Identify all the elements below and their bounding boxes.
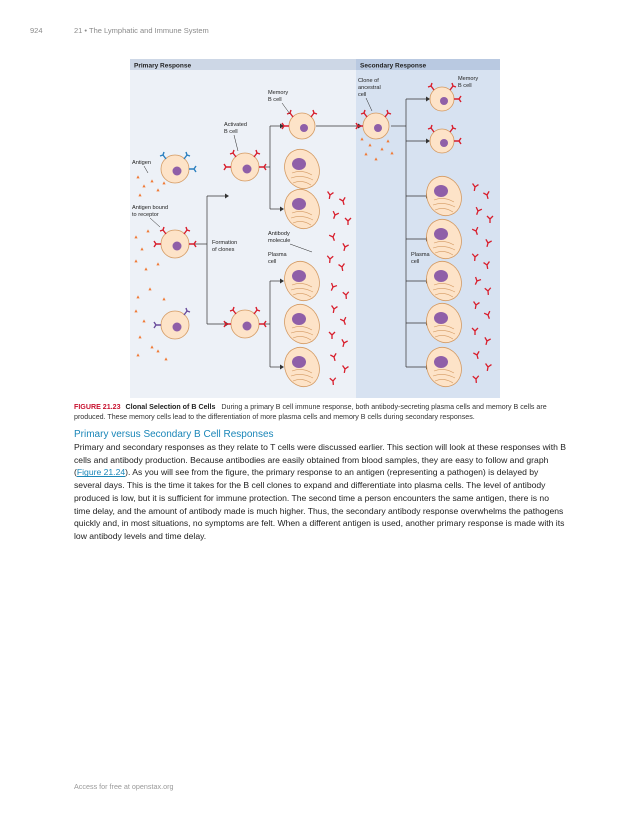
caption-label: FIGURE 21.23 bbox=[74, 403, 121, 411]
footer-text: Access for free at openstax.org bbox=[74, 782, 174, 791]
label-clone-2: ancestral bbox=[358, 85, 381, 91]
figure-link[interactable]: Figure 21.24 bbox=[76, 467, 126, 478]
label-formation-1: Formation bbox=[212, 240, 238, 246]
label-antibody-2: molecule bbox=[268, 238, 291, 244]
label-antibody-1: Antibody bbox=[268, 231, 290, 237]
body-text-part-1: Primary and secondary responses as they relate to T cells were discussed earlier. This section will look at these responses with B cells and antibody production. Because antibodies are easily obtained from blood samples, they are easy to follow and graph ( bbox=[74, 442, 566, 478]
label-memory-1: Memory bbox=[268, 90, 289, 96]
label-antigen: Antigen bbox=[132, 160, 151, 166]
label-clone-1: Clone of bbox=[358, 78, 379, 84]
label-memory-s1: Memory bbox=[458, 76, 479, 82]
label-memory-2: B cell bbox=[268, 97, 282, 103]
label-activated-1: Activated bbox=[224, 122, 248, 128]
label-clone-3: cell bbox=[358, 92, 367, 98]
chapter-title: 21 • The Lymphatic and Immune System bbox=[74, 26, 209, 35]
page-number: 924 bbox=[30, 26, 43, 35]
label-antigen-bound-1: Antigen bound bbox=[132, 205, 169, 211]
label-plasma-s1: Plasma bbox=[411, 252, 430, 258]
figure-caption bbox=[74, 402, 566, 422]
section-heading: Primary versus Secondary B Cell Responses bbox=[74, 429, 274, 440]
clonal-selection-figure bbox=[130, 59, 500, 398]
label-memory-s2: B cell bbox=[458, 83, 472, 89]
label-plasma-1: Plasma bbox=[268, 252, 287, 258]
label-antigen-bound-2: to receptor bbox=[132, 212, 159, 218]
caption-text: During a primary B cell immune response, both antibody-secreting plasma cells and memory B cells are produced. These memory cells lead to the differentiation of more plasma cells and memory B cells during secondary responses. bbox=[74, 403, 547, 421]
label-plasma-s2: cell bbox=[411, 259, 420, 265]
primary-title: Primary Response bbox=[134, 62, 192, 70]
caption-title: Clonal Selection of B Cells bbox=[125, 403, 216, 411]
body-text-part-2: ). As you will see from the figure, the primary response to an antigen (representing a pathogen) is delayed by several days. This is the time it takes for the B cell clones to expand and differentiate into plasma cells. The level of antibody produced is low, but it is sufficient for immune protection. The second time a person encounters the same antigen, there is no time delay, and the amount of antibody made is much higher. Thus, the secondary antibody response overwhelms the pathogens quickly and, in most situations, no symptoms are felt. When a different antigen is used, another primary response is made with its low antibody levels and time delay. bbox=[74, 467, 565, 541]
label-plasma-2: cell bbox=[268, 259, 277, 265]
label-activated-2: B cell bbox=[224, 129, 238, 135]
secondary-title: Secondary Response bbox=[360, 62, 427, 70]
body-paragraph bbox=[74, 441, 566, 543]
label-formation-2: of clones bbox=[212, 247, 235, 253]
